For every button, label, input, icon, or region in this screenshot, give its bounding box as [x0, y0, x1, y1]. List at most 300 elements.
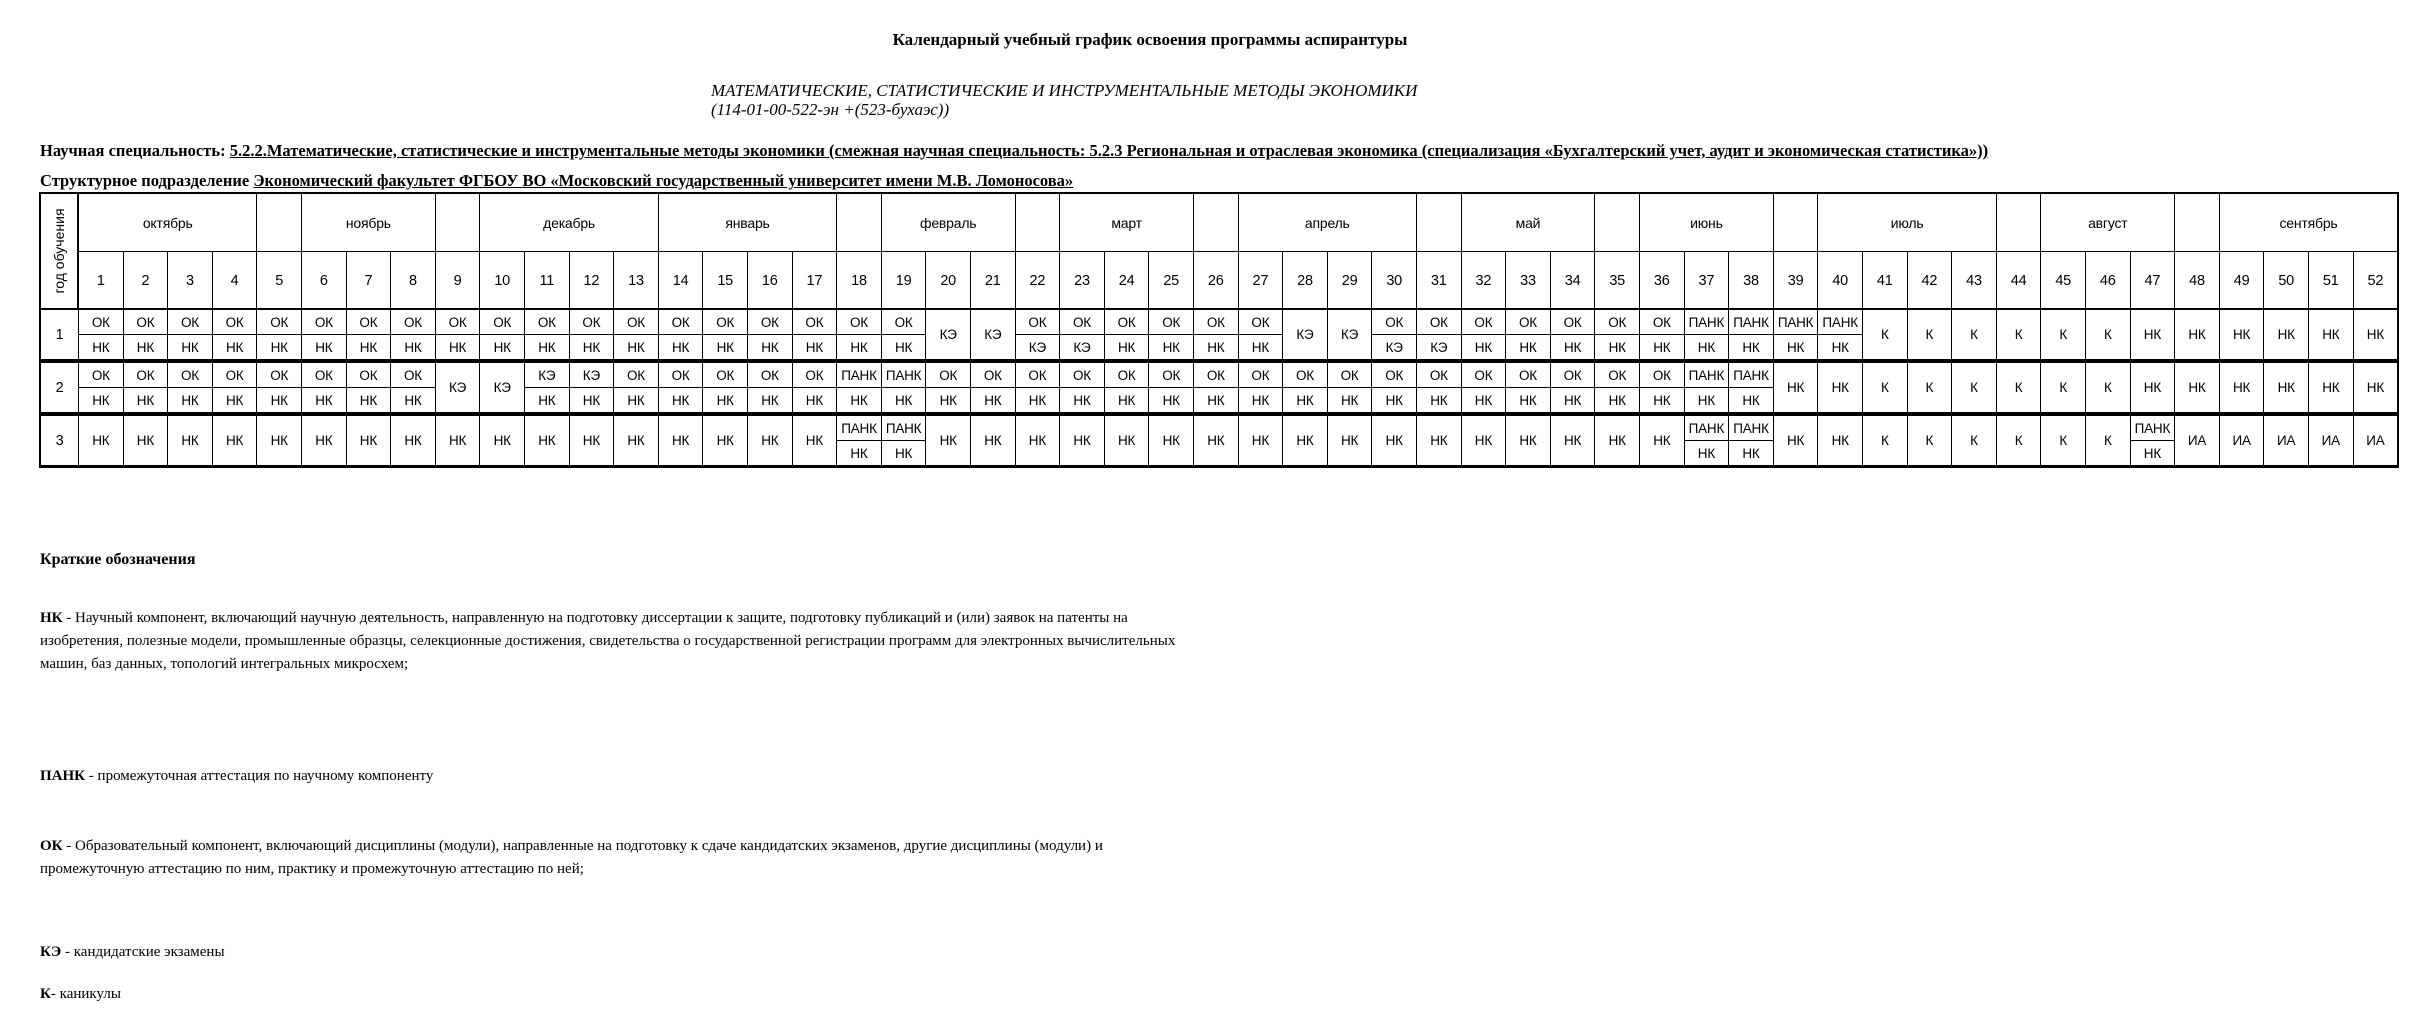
schedule-cell-bottom: НК — [2130, 440, 2176, 466]
week-number: 36 — [1639, 251, 1685, 310]
schedule-cell-bottom: НК — [1104, 334, 1150, 360]
schedule-cell-bottom: КЭ — [1059, 334, 1105, 360]
schedule-cell-top: ОК — [256, 362, 302, 388]
schedule-cell: НК — [2353, 362, 2399, 413]
schedule-cell-bottom: НК — [613, 334, 659, 360]
legend-text: кандидатские экзамены — [73, 944, 225, 960]
month-header-empty — [1773, 193, 1819, 252]
schedule-cell: НК — [346, 415, 392, 466]
schedule-cell-top: ОК — [123, 362, 169, 388]
schedule-cell-bottom: НК — [1728, 387, 1774, 413]
week-number: 52 — [2353, 251, 2399, 310]
schedule-cell-top: ОК — [1327, 362, 1373, 388]
month-header: март — [1059, 193, 1194, 252]
schedule-cell: НК — [1550, 415, 1596, 466]
schedule-cell-bottom: НК — [1059, 387, 1105, 413]
schedule-cell: НК — [2353, 309, 2399, 360]
program-code: (114-01-00-522-эн +(523-бухаэс)) — [711, 100, 950, 119]
schedule-cell-top: ОК — [1550, 362, 1596, 388]
schedule-cell-bottom: НК — [881, 387, 927, 413]
schedule-cell: К — [2040, 362, 2086, 413]
schedule-cell: К — [1862, 309, 1908, 360]
schedule-cell-top: ОК — [658, 309, 704, 335]
schedule-cell: НК — [1104, 415, 1150, 466]
schedule-cell: ИА — [2308, 415, 2354, 466]
schedule-cell-bottom: НК — [1817, 334, 1863, 360]
schedule-cell: ИА — [2353, 415, 2399, 466]
schedule-cell-top: ПАНК — [881, 415, 927, 441]
schedule-cell: НК — [1461, 415, 1507, 466]
schedule-cell-bottom: НК — [658, 334, 704, 360]
schedule-cell: НК — [2263, 309, 2309, 360]
schedule-cell-top: ПАНК — [1728, 415, 1774, 441]
schedule-cell-bottom: НК — [479, 334, 525, 360]
schedule-cell: НК — [2130, 309, 2176, 360]
week-number: 14 — [658, 251, 704, 310]
schedule-cell-top: ОК — [1639, 309, 1685, 335]
schedule-cell-bottom: НК — [925, 387, 971, 413]
schedule-cell-bottom: НК — [301, 334, 347, 360]
schedule-cell-top: ОК — [301, 362, 347, 388]
week-number: 24 — [1104, 251, 1150, 310]
schedule-cell: НК — [2174, 362, 2220, 413]
schedule-cell: НК — [658, 415, 704, 466]
specialty-label: Научная специальность: — [40, 141, 230, 160]
schedule-cell: НК — [2308, 309, 2354, 360]
schedule-cell-top: ОК — [346, 362, 392, 388]
schedule-cell: К — [2085, 415, 2131, 466]
schedule-cell: КЭ — [970, 309, 1016, 360]
week-number: 1 — [78, 251, 124, 310]
schedule-cell-bottom: НК — [613, 387, 659, 413]
schedule-cell-bottom: НК — [702, 334, 748, 360]
schedule-cell: КЭ — [479, 362, 525, 413]
schedule-cell-top: ПАНК — [1684, 309, 1730, 335]
schedule-cell-top: ОК — [613, 309, 659, 335]
legend-item-ok: ОК - Образовательный компонент, включающий дисциплины (модули), направленные на подготовку к сдаче кандидатских экзаменов, другие дисциплины (модули) и промежуточную аттестацию по ним, практику и промежуточную аттестацию по ней; — [40, 838, 1103, 877]
schedule-cell-bottom: КЭ — [1416, 334, 1462, 360]
schedule-cell-bottom: НК — [792, 387, 838, 413]
schedule-cell-bottom: НК — [1327, 387, 1373, 413]
schedule-cell-top: ОК — [881, 309, 927, 335]
month-header: ноябрь — [301, 193, 436, 252]
program-title: МАТЕМАТИЧЕСКИЕ, СТАТИСТИЧЕСКИЕ И ИНСТРУМЕНТАЛЬНЫЕ МЕТОДЫ ЭКОНОМИКИ — [711, 81, 1418, 100]
month-header-empty — [1193, 193, 1239, 252]
schedule-cell: НК — [435, 415, 481, 466]
schedule-cell: НК — [78, 415, 124, 466]
legend-text: промежуточная аттестация по научному компоненту — [97, 768, 434, 784]
schedule-cell-top: ОК — [1461, 309, 1507, 335]
schedule-cell-top: ОК — [524, 309, 570, 335]
schedule-cell-bottom: НК — [1193, 387, 1239, 413]
schedule-cell: К — [1951, 362, 1997, 413]
month-header: январь — [658, 193, 837, 252]
schedule-cell: НК — [925, 415, 971, 466]
schedule-cell-top: ОК — [747, 362, 793, 388]
month-header: февраль — [881, 193, 1016, 252]
week-number: 27 — [1238, 251, 1284, 310]
schedule-cell: НК — [524, 415, 570, 466]
schedule-cell: К — [2040, 309, 2086, 360]
schedule-cell-bottom: НК — [1371, 387, 1417, 413]
schedule-cell-bottom: НК — [970, 387, 1016, 413]
week-number: 12 — [569, 251, 615, 310]
schedule-cell-bottom: НК — [1550, 387, 1596, 413]
schedule-cell-bottom: НК — [702, 387, 748, 413]
schedule-cell-bottom: НК — [836, 387, 882, 413]
schedule-cell-bottom: НК — [256, 334, 302, 360]
schedule-cell-bottom: НК — [881, 440, 927, 466]
schedule-cell-top: ОК — [390, 309, 436, 335]
schedule-cell-top: ПАНК — [836, 415, 882, 441]
schedule-cell: НК — [2263, 362, 2309, 413]
schedule-cell-bottom: НК — [792, 334, 838, 360]
schedule-cell-top: ОК — [792, 309, 838, 335]
schedule-cell: НК — [792, 415, 838, 466]
header-divider — [40, 308, 2398, 310]
schedule-cell: К — [2040, 415, 2086, 466]
schedule-cell: НК — [569, 415, 615, 466]
schedule-cell-bottom: НК — [1505, 334, 1551, 360]
schedule-cell: НК — [702, 415, 748, 466]
schedule-cell: НК — [2130, 362, 2176, 413]
month-header: апрель — [1238, 193, 1417, 252]
schedule-cell: НК — [1505, 415, 1551, 466]
schedule-cell-bottom: НК — [1416, 387, 1462, 413]
month-header: сентябрь — [2219, 193, 2398, 252]
schedule-cell: К — [1951, 415, 1997, 466]
schedule-cell-bottom: НК — [1148, 334, 1194, 360]
schedule-cell-top: ОК — [658, 362, 704, 388]
schedule-cell-bottom: НК — [524, 334, 570, 360]
program-name — [711, 81, 1417, 119]
schedule-cell-bottom: НК — [346, 387, 392, 413]
schedule-cell-bottom: НК — [1728, 440, 1774, 466]
schedule-cell: КЭ — [435, 362, 481, 413]
week-number: 49 — [2219, 251, 2265, 310]
schedule-cell-bottom: НК — [123, 334, 169, 360]
schedule-cell: К — [1996, 415, 2042, 466]
week-number: 42 — [1907, 251, 1953, 310]
structural-unit-value: Экономический факультет ФГБОУ ВО «Московский государственный университет имени М.В. Ломоносова» — [253, 171, 1074, 190]
week-number: 17 — [792, 251, 838, 310]
week-number: 3 — [167, 251, 213, 310]
schedule-cell-bottom: НК — [1773, 334, 1819, 360]
schedule-cell: НК — [1817, 415, 1863, 466]
schedule-cell-top: ОК — [1416, 362, 1462, 388]
schedule-cell: ИА — [2219, 415, 2265, 466]
schedule-cell: К — [2085, 309, 2131, 360]
month-header-empty — [1594, 193, 1640, 252]
schedule-cell-bottom: НК — [881, 334, 927, 360]
schedule-cell-top: ОК — [435, 309, 481, 335]
schedule-cell-top: ПАНК — [836, 362, 882, 388]
schedule-cell-top: ОК — [1193, 309, 1239, 335]
schedule-cell: КЭ — [1282, 309, 1328, 360]
structural-unit-label: Структурное подразделение — [40, 171, 254, 190]
schedule-cell-bottom: НК — [256, 387, 302, 413]
schedule-cell-top: ОК — [1371, 362, 1417, 388]
week-number: 39 — [1773, 251, 1819, 310]
schedule-cell-top: ОК — [167, 309, 213, 335]
week-number: 20 — [925, 251, 971, 310]
schedule-cell-top: ПАНК — [1728, 309, 1774, 335]
schedule-cell-top: ОК — [390, 362, 436, 388]
schedule-cell: НК — [479, 415, 525, 466]
year-label: 2 — [40, 362, 79, 413]
schedule-cell-bottom: КЭ — [1371, 334, 1417, 360]
legend-item-ke: КЭ - кандидатские экзамены — [40, 944, 225, 960]
schedule-cell-bottom: НК — [167, 387, 213, 413]
schedule-cell-bottom: НК — [524, 387, 570, 413]
schedule-cell-top: ОК — [1059, 362, 1105, 388]
legend-abbr: ОК — [40, 838, 63, 854]
year-label: 1 — [40, 309, 79, 360]
schedule-cell: НК — [1639, 415, 1685, 466]
month-header: октябрь — [78, 193, 257, 252]
schedule-cell: НК — [2219, 309, 2265, 360]
schedule-cell-top: ОК — [925, 362, 971, 388]
week-number: 7 — [346, 251, 392, 310]
week-number: 18 — [836, 251, 882, 310]
schedule-cell-top: ОК — [1505, 362, 1551, 388]
schedule-cell-top: ОК — [1416, 309, 1462, 335]
schedule-cell: НК — [1773, 415, 1819, 466]
schedule-cell-top: ОК — [256, 309, 302, 335]
schedule-cell-top: ОК — [1059, 309, 1105, 335]
schedule-cell-top: ОК — [1148, 362, 1194, 388]
schedule-cell: К — [1907, 362, 1953, 413]
week-number: 9 — [435, 251, 481, 310]
week-number: 37 — [1684, 251, 1730, 310]
schedule-cell: НК — [613, 415, 659, 466]
schedule-cell-top: ОК — [479, 309, 525, 335]
schedule-cell-bottom: НК — [1461, 387, 1507, 413]
month-header-empty — [2174, 193, 2220, 252]
schedule-cell: К — [1996, 362, 2042, 413]
schedule-cell-top: ОК — [569, 309, 615, 335]
week-number: 41 — [1862, 251, 1908, 310]
week-number: 2 — [123, 251, 169, 310]
week-number: 16 — [747, 251, 793, 310]
specialty-line — [40, 141, 1988, 161]
schedule-cell-top: ПАНК — [1817, 309, 1863, 335]
month-header: июнь — [1639, 193, 1774, 252]
week-number: 43 — [1951, 251, 1997, 310]
schedule-cell-top: ОК — [613, 362, 659, 388]
specialty-value: 5.2.2.Математические, статистические и инструментальные методы экономики (смежная научная специальность: 5.2.3 Региональная и отраслевая экономика (специализация «Бухгалтерский учет, аудит и экономическая статистика»)) — [229, 141, 1989, 160]
schedule-cell: НК — [2308, 362, 2354, 413]
week-number: 29 — [1327, 251, 1373, 310]
schedule-cell-top: ОК — [167, 362, 213, 388]
week-number: 47 — [2130, 251, 2176, 310]
week-number: 40 — [1817, 251, 1863, 310]
week-number: 30 — [1371, 251, 1417, 310]
schedule-cell: НК — [1371, 415, 1417, 466]
month-header: июль — [1817, 193, 1996, 252]
schedule-cell-bottom: НК — [212, 387, 258, 413]
legend-text: Образовательный компонент, включающий дисциплины (модули), направленные на подготовку к сдаче кандидатских экзаменов, другие дисциплины (модули) и промежуточную аттестацию по ним, практику и промежуточную аттестацию по ней; — [40, 838, 1103, 877]
week-number: 45 — [2040, 251, 2086, 310]
schedule-cell-bottom: НК — [123, 387, 169, 413]
year-column-header: год обучения — [40, 193, 78, 309]
schedule-cell-top: ОК — [1238, 309, 1284, 335]
schedule-cell-bottom: НК — [1684, 334, 1730, 360]
schedule-cell-top: ОК — [1238, 362, 1284, 388]
schedule-cell-bottom: НК — [836, 334, 882, 360]
schedule-cell: НК — [301, 415, 347, 466]
week-number: 19 — [881, 251, 927, 310]
week-number: 48 — [2174, 251, 2220, 310]
month-header: август — [2040, 193, 2175, 252]
schedule-cell: ИА — [2263, 415, 2309, 466]
schedule-cell: К — [2085, 362, 2131, 413]
week-number: 50 — [2263, 251, 2309, 310]
schedule-cell-top: ПАНК — [1728, 362, 1774, 388]
legend-item-nk: НК - Научный компонент, включающий научную деятельность, направленную на подготовку диссертации к защите, подготовку публикаций и (или) заявок на патенты на изобретения, полезные модели, промышленные образцы, селекционные достижения, свидетельства о государственной регистрации программ для электронных вычислительных машин, баз данных, топологий интегральных микросхем; — [40, 610, 1176, 672]
week-number: 25 — [1148, 251, 1194, 310]
month-header-empty — [1996, 193, 2042, 252]
schedule-cell-top: КЭ — [524, 362, 570, 388]
schedule-cell-top: ОК — [78, 309, 124, 335]
week-number: 6 — [301, 251, 347, 310]
schedule-cell: К — [1862, 415, 1908, 466]
schedule-cell-bottom: НК — [1238, 334, 1284, 360]
schedule-cell-top: ОК — [747, 309, 793, 335]
schedule-cell: НК — [256, 415, 302, 466]
schedule-cell-top: ОК — [1505, 309, 1551, 335]
schedule-cell-top: ОК — [1015, 362, 1061, 388]
schedule-cell: НК — [390, 415, 436, 466]
schedule-cell-bottom: НК — [1104, 387, 1150, 413]
month-header: май — [1461, 193, 1596, 252]
schedule-cell-bottom: НК — [1684, 387, 1730, 413]
legend-abbr: К — [40, 986, 51, 1002]
week-number: 26 — [1193, 251, 1239, 310]
week-number: 34 — [1550, 251, 1596, 310]
schedule-cell-top: ОК — [1594, 362, 1640, 388]
legend-abbr: ПАНК — [40, 768, 86, 784]
schedule-cell-bottom: НК — [1639, 387, 1685, 413]
schedule-cell-top: ОК — [212, 362, 258, 388]
schedule-cell-top: ОК — [1371, 309, 1417, 335]
schedule-cell-bottom: НК — [346, 334, 392, 360]
legend-abbr: НК — [40, 610, 63, 626]
schedule-cell-top: ПАНК — [1773, 309, 1819, 335]
month-header-empty — [836, 193, 882, 252]
week-number: 28 — [1282, 251, 1328, 310]
schedule-cell: КЭ — [1327, 309, 1373, 360]
schedule-cell-top: ПАНК — [1684, 415, 1730, 441]
legend-text: Научный компонент, включающий научную деятельность, направленную на подготовку диссертации к защите, подготовку публикаций и (или) заявок на патенты на изобретения, полезные модели, промышленные образцы, селекционные достижения, свидетельства о государственной регистрации программ для электронных вычислительных машин, баз данных, топологий интегральных микросхем; — [40, 610, 1176, 672]
legend-text: каникулы — [59, 986, 121, 1002]
schedule-cell-bottom: НК — [1148, 387, 1194, 413]
schedule-cell-bottom: НК — [747, 334, 793, 360]
schedule-cell-top: ОК — [1015, 309, 1061, 335]
schedule-cell: НК — [1327, 415, 1373, 466]
row-divider — [40, 413, 2398, 415]
schedule-cell-bottom: НК — [1015, 387, 1061, 413]
schedule-cell: К — [1951, 309, 1997, 360]
schedule-cell-bottom: НК — [301, 387, 347, 413]
month-header: декабрь — [479, 193, 658, 252]
schedule-cell-bottom: НК — [1594, 334, 1640, 360]
schedule-cell-top: ОК — [78, 362, 124, 388]
month-header-empty — [435, 193, 481, 252]
week-number: 51 — [2308, 251, 2354, 310]
schedule-cell-top: ОК — [346, 309, 392, 335]
schedule-cell-bottom: НК — [1461, 334, 1507, 360]
schedule-cell: НК — [1594, 415, 1640, 466]
month-header-empty — [256, 193, 302, 252]
schedule-cell: НК — [2219, 362, 2265, 413]
schedule-cell-bottom: НК — [569, 334, 615, 360]
schedule-cell: КЭ — [925, 309, 971, 360]
schedule-cell: НК — [1015, 415, 1061, 466]
schedule-cell-top: ОК — [1148, 309, 1194, 335]
week-number: 15 — [702, 251, 748, 310]
schedule-cell: НК — [212, 415, 258, 466]
legend-abbr: КЭ — [40, 944, 62, 960]
week-number: 4 — [212, 251, 258, 310]
schedule-cell-bottom: НК — [1282, 387, 1328, 413]
schedule-cell-bottom: НК — [1684, 440, 1730, 466]
schedule-cell-top: ОК — [702, 309, 748, 335]
week-number: 23 — [1059, 251, 1105, 310]
week-number: 8 — [390, 251, 436, 310]
schedule-cell-bottom: НК — [747, 387, 793, 413]
schedule-cell-top: ПАНК — [2130, 415, 2176, 441]
schedule-cell-bottom: КЭ — [1015, 334, 1061, 360]
schedule-cell-bottom: НК — [435, 334, 481, 360]
week-number: 11 — [524, 251, 570, 310]
week-number: 5 — [256, 251, 302, 310]
schedule-cell-top: ОК — [1461, 362, 1507, 388]
schedule-cell: НК — [1282, 415, 1328, 466]
week-number: 13 — [613, 251, 659, 310]
schedule-cell-top: ОК — [1193, 362, 1239, 388]
schedule-cell: К — [1907, 309, 1953, 360]
month-header-empty — [1015, 193, 1061, 252]
schedule-cell: НК — [123, 415, 169, 466]
schedule-cell-bottom: НК — [167, 334, 213, 360]
schedule-cell-bottom: НК — [569, 387, 615, 413]
page-title: Календарный учебный график освоения программы аспирантуры — [892, 30, 1408, 49]
schedule-cell-bottom: НК — [836, 440, 882, 466]
schedule-cell-bottom: НК — [212, 334, 258, 360]
schedule-cell: НК — [1773, 362, 1819, 413]
schedule-cell: НК — [747, 415, 793, 466]
schedule-cell-top: ОК — [123, 309, 169, 335]
schedule-cell: К — [1996, 309, 2042, 360]
schedule-cell-top: ОК — [1594, 309, 1640, 335]
schedule-cell-bottom: НК — [390, 334, 436, 360]
schedule-cell-bottom: НК — [1728, 334, 1774, 360]
schedule-cell-top: ОК — [1550, 309, 1596, 335]
week-number: 31 — [1416, 251, 1462, 310]
schedule-cell-bottom: НК — [1639, 334, 1685, 360]
schedule-cell-top: ОК — [301, 309, 347, 335]
schedule-cell-bottom: НК — [1550, 334, 1596, 360]
schedule-cell-top: ОК — [970, 362, 1016, 388]
schedule-cell-top: ПАНК — [1684, 362, 1730, 388]
legend-item-k: К- каникулы — [40, 986, 121, 1002]
schedule-cell: ИА — [2174, 415, 2220, 466]
week-number: 38 — [1728, 251, 1774, 310]
schedule-cell-bottom: НК — [1505, 387, 1551, 413]
schedule-cell: НК — [1416, 415, 1462, 466]
week-number: 33 — [1505, 251, 1551, 310]
